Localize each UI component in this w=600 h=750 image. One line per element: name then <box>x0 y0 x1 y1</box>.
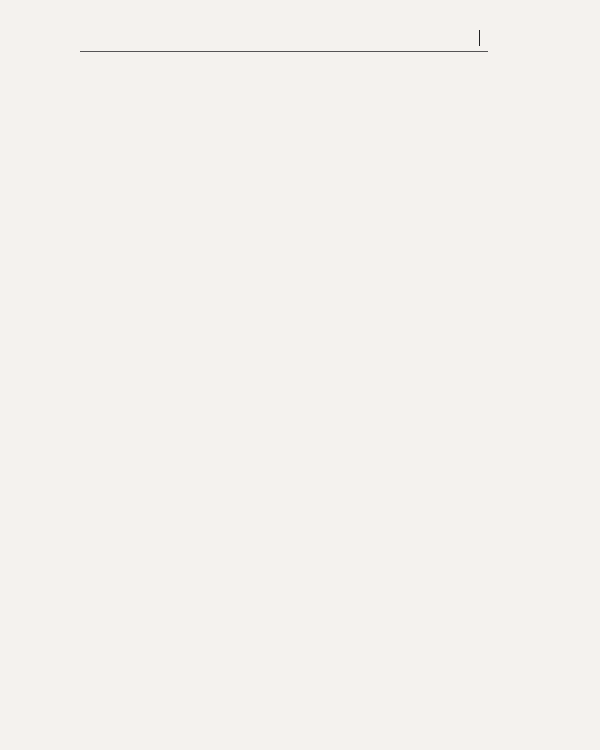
header-rule <box>80 51 488 52</box>
header-separator <box>479 30 480 46</box>
running-header <box>469 30 488 46</box>
